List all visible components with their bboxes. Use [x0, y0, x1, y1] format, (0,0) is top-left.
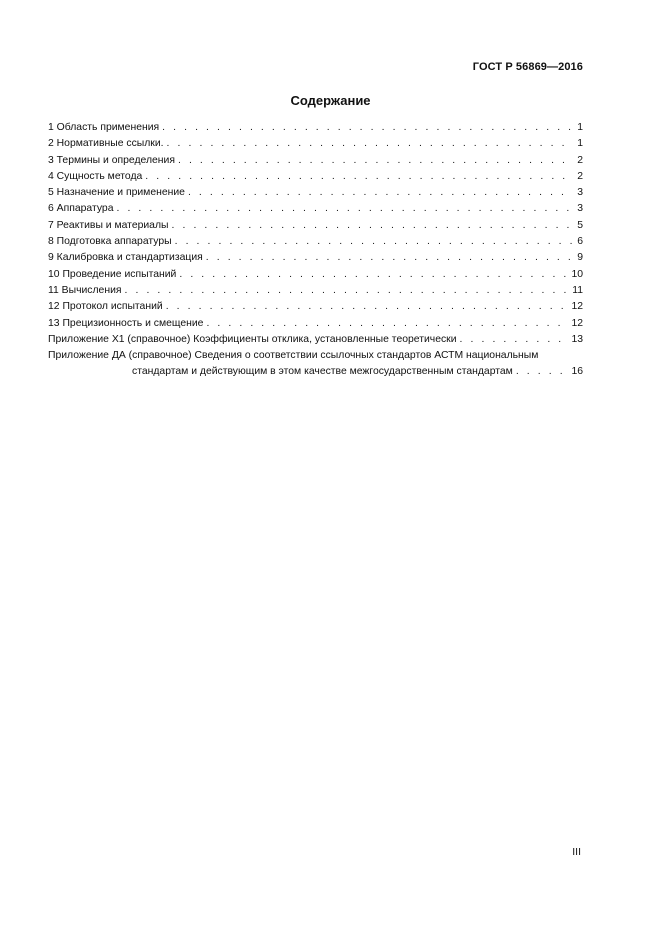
- toc-entry-page: 16: [571, 366, 583, 378]
- toc-leader-dots: [206, 250, 572, 266]
- toc-entry-label: 7 Реактивы и материалы: [48, 219, 169, 231]
- toc-leader-dots: [145, 169, 572, 185]
- toc-entry-label: Приложение ДА (справочное) Сведения о соответствии ссылочных стандартов АСТМ национальным: [48, 350, 539, 362]
- toc-entry-label: 5 Назначение и применение: [48, 187, 185, 199]
- toc-leader-dots: [125, 283, 570, 299]
- toc-entry-page: 1: [577, 138, 583, 150]
- toc-entry[interactable]: [48, 234, 583, 250]
- toc-entry-label: 10 Проведение испытаний: [48, 268, 177, 280]
- toc-entry-appendix-da[interactable]: [48, 348, 583, 364]
- toc-entry[interactable]: [48, 332, 583, 348]
- toc-entry-page: 3: [577, 203, 583, 215]
- toc-leader-dots: [167, 136, 572, 152]
- toc-leader-dots: [188, 185, 572, 201]
- toc-entry-label: 9 Калибровка и стандартизация: [48, 252, 203, 264]
- toc-entry-label: 3 Термины и определения: [48, 154, 175, 166]
- toc-entry-page: 6: [577, 236, 583, 248]
- toc-leader-dots: [166, 299, 569, 315]
- toc-entry-label: 11 Вычисления: [48, 284, 122, 296]
- toc-entry[interactable]: [48, 169, 583, 185]
- toc-leader-dots: [162, 120, 572, 136]
- toc-entry-label: Приложение Х1 (справочное) Коэффициенты отклика, установленные теоретически: [48, 333, 457, 345]
- toc-leader-dots: [206, 316, 568, 332]
- toc-entry[interactable]: [48, 250, 583, 266]
- toc-leader-dots: [175, 234, 572, 250]
- toc-entry-label: 13 Прецизионность и смещение: [48, 317, 204, 329]
- toc-entry[interactable]: [48, 283, 583, 299]
- toc-entry-label: 1 Область применения: [48, 122, 160, 133]
- toc-leader-dots: [178, 153, 572, 169]
- toc-leader-dots: [172, 218, 573, 234]
- toc-entry-label: 12 Протокол испытаний: [48, 301, 163, 313]
- toc-entry-page: 11: [572, 284, 583, 296]
- toc-leader-dots: [460, 332, 569, 348]
- document-code: ГОСТ Р 56869—2016: [472, 61, 583, 73]
- toc-entry-appendix-da-continuation[interactable]: [48, 364, 583, 380]
- toc-entry[interactable]: [48, 136, 583, 152]
- toc-entry[interactable]: [48, 218, 583, 234]
- toc-leader-dots: [179, 267, 568, 283]
- toc-entry[interactable]: [48, 120, 583, 136]
- toc-entry-label: 6 Аппаратура: [48, 203, 114, 215]
- toc-leader-dots: [116, 201, 572, 217]
- toc-entry-page: 1: [577, 122, 583, 133]
- toc-entry-label: 4 Сущность метода: [48, 170, 143, 182]
- toc-entry-label: 2 Нормативные ссылки.: [48, 138, 164, 150]
- page-number: III: [572, 846, 581, 858]
- toc-title: Содержание: [290, 93, 371, 108]
- toc-entry-page: 13: [571, 333, 583, 345]
- toc-entry-page: 9: [577, 252, 583, 264]
- toc-leader-dots: [516, 364, 569, 380]
- toc-entry-page: 2: [577, 154, 583, 166]
- toc-entry-page: 3: [577, 187, 583, 199]
- toc-entry-page: 12: [571, 317, 583, 329]
- toc-entry-label: стандартам и действующим в этом качестве межгосударственным стандартам: [132, 366, 513, 378]
- toc-entry-page: 10: [571, 268, 583, 280]
- toc-entry[interactable]: [48, 299, 583, 315]
- toc-entry[interactable]: [48, 316, 583, 332]
- toc-entry-page: 5: [577, 219, 583, 231]
- toc-entry[interactable]: [48, 267, 583, 283]
- table-of-contents: [48, 120, 583, 381]
- toc-entry[interactable]: [48, 153, 583, 169]
- toc-entry-page: 2: [577, 170, 583, 182]
- toc-entry-page: 12: [571, 301, 583, 313]
- toc-entry[interactable]: [48, 185, 583, 201]
- toc-entry-label: 8 Подготовка аппаратуры: [48, 236, 172, 248]
- toc-entry[interactable]: [48, 201, 583, 217]
